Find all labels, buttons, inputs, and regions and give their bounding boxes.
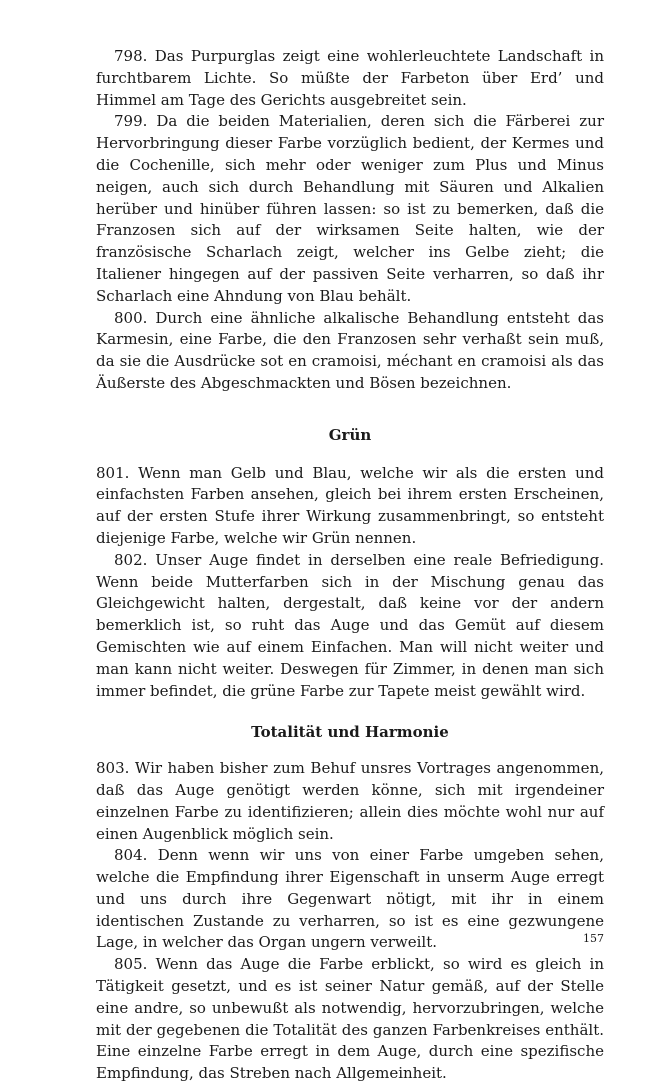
paragraph-804: 804. Denn wenn wir uns von einer Farbe umgeben sehen, welche die Empfindung ihrer Eigenschaft in unserm Auge erregt und uns durch ihre Gegenwart nötigt, mit ihr in einem identischen Zustande zu verharren, so ist es eine gezwungene Lage, in welcher das Organ ungern verweilt. xyxy=(96,846,604,952)
section-heading-totality: Totalität und Harmonie xyxy=(251,723,449,742)
paragraph-799: 799. Da die beiden Materialien, deren sich die Färberei zur Hervorbringung dieser Farbe vorzüglich bedient, der Kermes und die Cochenille, sich mehr oder weniger zum Plus und Minus neigen, auch sich durch Behandlung mit Säuren und Alkalien herüber und hinüber führen lassen: so ist zu bemerken, daß die Franzosen sich auf der wirksamen Seite halten, wie der französische Scharlach zeigt, welcher ins Gelbe zieht; die Italiener hingegen auf der passiven Seite verharren, so daß ihr Scharlach eine Ahndung von Blau behält. xyxy=(96,112,604,305)
section-heading-green: Grün xyxy=(328,425,372,444)
paragraph-803: 803. Wir haben bisher zum Behuf unsres Vortrages angenommen, daß das Auge genötigt werden könne, sich mit irgendeiner einzelnen Farbe zu identifizieren; allein dies möchte wohl nur auf einen Augenblick möglich sein. xyxy=(96,759,604,843)
page-number: 157 xyxy=(583,932,604,945)
paragraph-802: 802. Unser Auge findet in derselben eine reale Befriedigung. Wenn beide Mutterfarben sich in der Mischung genau das Gleichgewicht halten, dergestalt, daß keine vor der andern bemerklich ist, so ruht das Auge und das Gemüt auf diesem Gemischten wie auf einem Einfachen. Man will nicht weiter und man kann nicht weiter. Deswegen für Zimmer, in denen man sich immer befindet, die grüne Farbe zur Tapete meist gewählt wird. xyxy=(96,550,604,700)
paragraph-801: 801. Wenn man Gelb und Blau, welche wir als die ersten und einfachsten Farben ansehen, gleich bei ihrem ersten Erscheinen, auf der ersten Stufe ihrer Wirkung zusammenbringt, so entsteht diejenige Farbe, welche wir Grün nennen. xyxy=(96,463,604,547)
book-page xyxy=(96,46,604,1085)
paragraph-800: 800. Durch eine ähnliche alkalische Behandlung entsteht das Karmesin, eine Farbe, die den Franzosen sehr verhaßt sein muß, da sie die Ausdrücke sot en cramoisi, méchant en cramoisi als das Äußerste des Abgeschmackten und Bösen bezeichnen. xyxy=(96,308,604,392)
paragraph-805: 805. Wenn das Auge die Farbe erblickt, so wird es gleich in Tätigkeit gesetzt, und es ist seiner Natur gemäß, auf der Stelle eine andre, so unbewußt als notwendig, hervorzubringen, welche mit der gegebenen die Totalität des ganzen Farbenkreises enthält. Eine einzelne Farbe erregt in dem Auge, durch eine spezifische Empfindung, das Streben nach Allgemeinheit. xyxy=(96,955,604,1083)
paragraph-798: 798. Das Purpurglas zeigt eine wohlerleuchtete Landschaft in furchtbarem Lichte. So müßte der Farbeton über Erd’ und Himmel am Tage des Gerichts ausgebreitet sein. xyxy=(96,47,604,109)
